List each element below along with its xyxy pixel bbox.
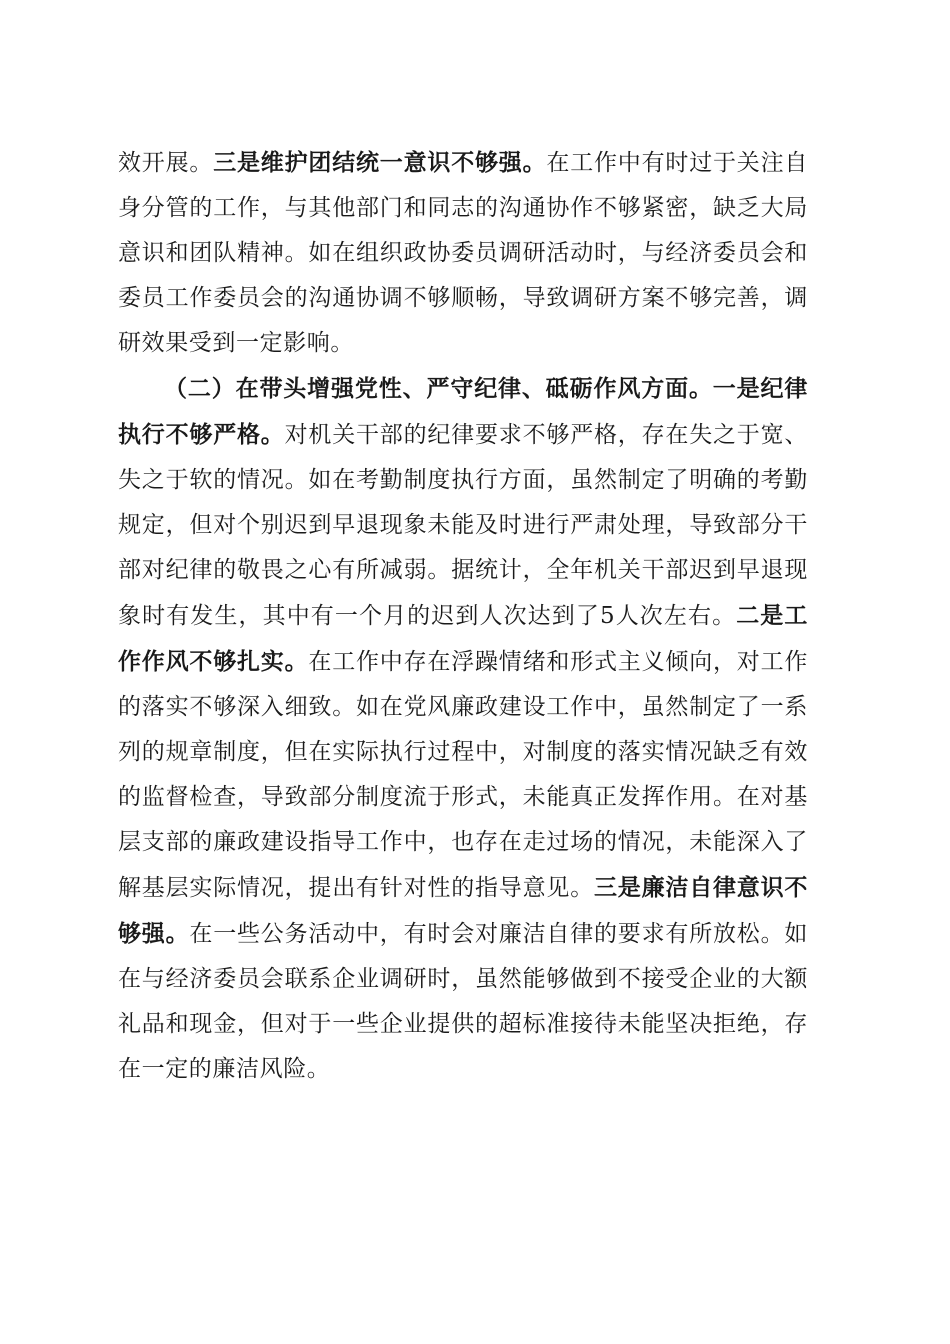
paragraph-1-text-2: 在工作中有时过于关注自身分管的工作，与其他部门和同志的沟通协作不够紧密，缺乏大局意识和团队精神。如在组织政协委员调研活动时，与经济委员会和委员工作委员会的沟通协调不够顺畅，导致调研方案不够完善，调研效果受到一定影响。	[118, 150, 808, 356]
paragraph-2-bold-heading-2: 二是工作作风不够扎实。	[118, 602, 808, 675]
paragraph-1-text-1: 效开展。	[118, 150, 214, 176]
paragraph-1	[118, 140, 808, 366]
paragraph-2	[118, 366, 808, 1092]
paragraph-2-bold-heading-3: 三是廉洁自律意识不够强。	[118, 874, 808, 947]
section-heading-2: （二）在带头增强党性、严守纪律、砥砺作风方面。一是纪律执行不够严格。	[118, 375, 808, 448]
paragraph-2-text-2: 在工作中存在浮躁情绪和形式主义倾向，对工作的落实不够深入细致。如在党风廉政建设工作中，虽然制定了一系列的规章制度，但在实际执行过程中，对制度的落实情况缺乏有效的监督检查，导致部分制度流于形式，未能真正发挥作用。在对基层支部的廉政建设指导工作中，也存在走过场的情况，未能深入了解基层实际情况，提出有针对性的指导意见。	[118, 649, 808, 901]
paragraph-2-text-3: 在一些公务活动中，有时会对廉洁自律的要求有所放松。如在与经济委员会联系企业调研时，虽然能够做到不接受企业的大额礼品和现金，但对于一些企业提供的超标准接待未能坚决拒绝，存在一定的廉洁风险。	[118, 921, 808, 1082]
document-page	[118, 140, 808, 1092]
paragraph-2-text-1: 对机关干部的纪律要求不够严格，存在失之于宽、失之于软的情况。如在考勤制度执行方面，虽然制定了明确的考勤规定，但对个别迟到早退现象未能及时进行严肃处理，导致部分干部对纪律的敬畏之心有所减弱。据统计，全年机关干部迟到早退现象时有发生，其中有一个月的迟到人次达到了5人次左右。	[118, 422, 809, 629]
paragraph-1-bold-heading-1: 三是维护团结统一意识不够强。	[213, 149, 547, 176]
